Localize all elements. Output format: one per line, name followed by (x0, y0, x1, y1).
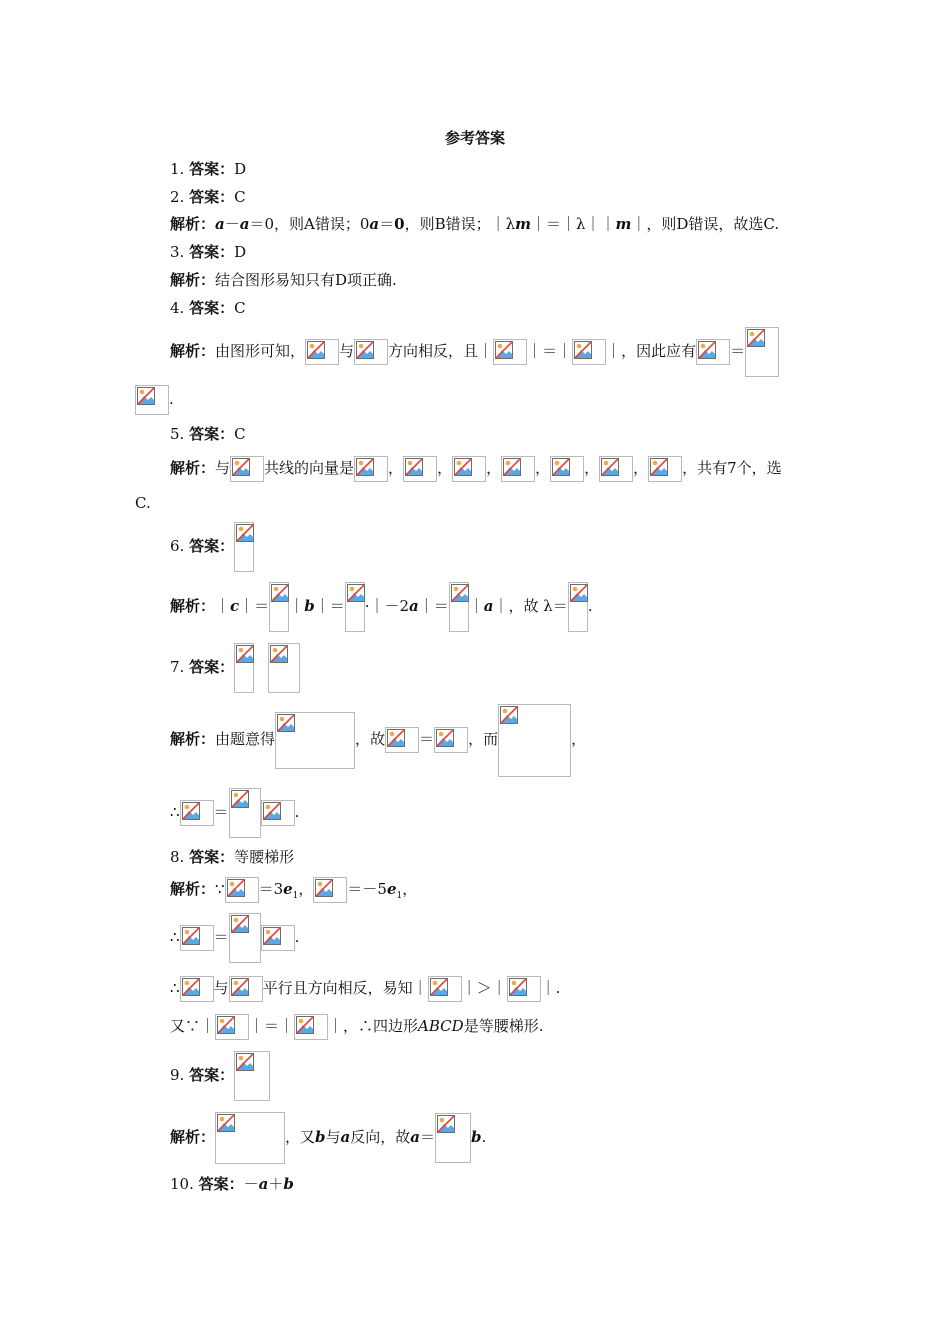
broken-image-icon (236, 645, 254, 663)
explanation-8: 解析：∵ $=3e_1$， $=-5e_1$， (170, 875, 417, 910)
broken-image-icon (552, 458, 570, 476)
answer-4: 4. 答案：C (170, 299, 246, 317)
image-placeholder (452, 456, 486, 482)
broken-image-icon (503, 458, 521, 476)
image-placeholder (599, 456, 633, 482)
image-placeholder (572, 339, 606, 365)
broken-image-icon (236, 1053, 254, 1071)
explanation-6: 解析：｜c｜＝ ｜b｜＝ ·｜－2a｜＝ ｜a｜，故 λ＝ . (170, 581, 593, 632)
broken-image-icon (137, 387, 155, 405)
image-placeholder (498, 704, 571, 777)
broken-image-icon (231, 978, 249, 996)
image-placeholder (493, 339, 527, 365)
broken-image-icon (454, 458, 472, 476)
broken-image-icon (270, 645, 288, 663)
explanation-8-line3: ∴ 与 平行且方向相反，易知｜ ｜＞｜ ｜. (170, 974, 560, 1002)
image-placeholder (696, 339, 730, 365)
broken-image-icon (232, 458, 250, 476)
broken-image-icon (747, 329, 765, 347)
explanation-8-line4: 又∵｜ ｜＝｜ ｜，∴四边形ABCD是等腰梯形. (170, 1012, 543, 1040)
broken-image-icon (500, 706, 518, 724)
image-placeholder (385, 727, 419, 753)
image-placeholder (229, 788, 261, 838)
answer-1: 1. 答案：D (170, 160, 247, 178)
image-placeholder (180, 800, 214, 826)
image-placeholder (261, 800, 295, 826)
broken-image-icon (650, 458, 668, 476)
answer-5: 5. 答案：C (170, 425, 246, 443)
broken-image-icon (217, 1016, 235, 1034)
broken-image-icon (236, 524, 254, 542)
broken-image-icon (271, 584, 289, 602)
image-placeholder (354, 456, 388, 482)
image-placeholder (229, 913, 261, 963)
explanation-4-cont: . (135, 385, 174, 415)
broken-image-icon (347, 584, 365, 602)
image-placeholder (313, 877, 347, 903)
answer-7: 7. 答案： (170, 642, 300, 693)
broken-image-icon (263, 927, 281, 945)
explanation-7: 解析：由题意得 ，故 ＝ ，而 ， (170, 703, 586, 777)
broken-image-icon (182, 978, 200, 996)
broken-image-icon (436, 729, 454, 747)
answer-2: 2. 答案：C (170, 188, 246, 206)
broken-image-icon (451, 584, 469, 602)
image-placeholder (234, 1051, 270, 1101)
broken-image-icon (182, 802, 200, 820)
broken-image-icon (231, 790, 249, 808)
image-placeholder (234, 522, 254, 572)
explanation-5-cont: C. (135, 494, 151, 512)
explanation-7-cont: ∴ ＝ . (170, 787, 299, 838)
answer-3: 3. 答案：D (170, 243, 247, 261)
broken-image-icon (217, 1114, 235, 1132)
explanation-9: 解析： ，又b与a反向，故a＝ b. (170, 1111, 486, 1164)
answer-9: 9. 答案： (170, 1050, 270, 1101)
broken-image-icon (495, 341, 513, 359)
explanation-5: 解析：与 共线的向量是 ， ， ， ， ， ， ，共有7个，选 (170, 454, 782, 482)
broken-image-icon (356, 458, 374, 476)
explanation-8-line2: ∴ ＝ . (170, 912, 299, 963)
answer-10: 10. 答案：－a＋b (170, 1175, 294, 1193)
page-title: 参考答案 (444, 129, 505, 147)
broken-image-icon (405, 458, 423, 476)
image-placeholder (507, 976, 541, 1002)
image-placeholder (180, 976, 214, 1002)
broken-image-icon (601, 458, 619, 476)
answer-6: 6. 答案： (170, 521, 254, 572)
broken-image-icon (387, 729, 405, 747)
broken-image-icon (356, 341, 374, 359)
image-placeholder (501, 456, 535, 482)
broken-image-icon (263, 802, 281, 820)
broken-image-icon (570, 584, 588, 602)
explanation-3: 解析：结合图形易知只有D项正确. (170, 271, 397, 289)
broken-image-icon (296, 1016, 314, 1034)
broken-image-icon (307, 341, 325, 359)
image-placeholder (550, 456, 584, 482)
image-placeholder (225, 877, 259, 903)
image-placeholder (180, 925, 214, 951)
image-placeholder (403, 456, 437, 482)
broken-image-icon (509, 978, 527, 996)
image-placeholder (229, 976, 263, 1002)
image-placeholder (428, 976, 462, 1002)
broken-image-icon (430, 978, 448, 996)
image-placeholder (215, 1014, 249, 1040)
image-placeholder (305, 339, 339, 365)
broken-image-icon (574, 341, 592, 359)
image-placeholder (435, 1113, 471, 1163)
broken-image-icon (315, 879, 333, 897)
image-placeholder (269, 582, 289, 632)
image-placeholder (268, 643, 300, 693)
broken-image-icon (277, 714, 295, 732)
broken-image-icon (698, 341, 716, 359)
broken-image-icon (437, 1115, 455, 1133)
broken-image-icon (227, 879, 245, 897)
image-placeholder (345, 582, 365, 632)
image-placeholder (275, 712, 355, 769)
image-placeholder (449, 582, 469, 632)
image-placeholder (354, 339, 388, 365)
broken-image-icon (231, 915, 249, 933)
image-placeholder (294, 1014, 328, 1040)
image-placeholder (261, 925, 295, 951)
explanation-2: 解析：a－a＝0，则A错误；0a＝0，则B错误；｜λm｜＝｜λ｜｜m｜，则D错误，故选C. (170, 215, 780, 233)
image-placeholder (234, 643, 254, 693)
image-placeholder (745, 327, 779, 377)
image-placeholder (648, 456, 682, 482)
answer-8: 8. 答案：等腰梯形 (170, 848, 295, 866)
image-placeholder (135, 385, 169, 415)
image-placeholder (215, 1112, 285, 1164)
image-placeholder (434, 727, 468, 753)
image-placeholder (230, 456, 264, 482)
explanation-4: 解析：由图形可知， 与 方向相反，且｜ ｜＝｜ ｜，因此应有 ＝ (170, 327, 779, 377)
broken-image-icon (182, 927, 200, 945)
image-placeholder (568, 582, 588, 632)
